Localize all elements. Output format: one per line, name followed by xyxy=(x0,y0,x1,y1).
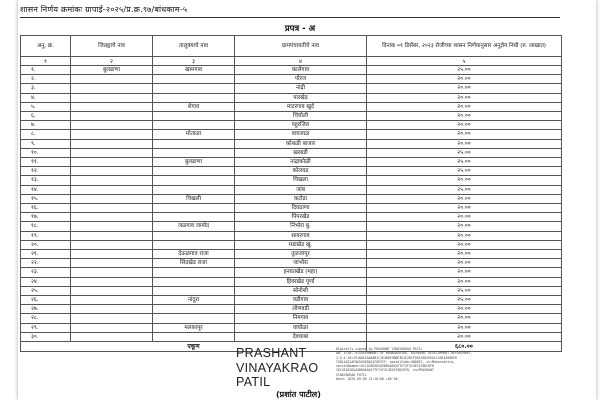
row-district xyxy=(71,112,153,121)
allocation-table xyxy=(20,35,562,352)
table-row xyxy=(21,231,562,240)
row-village: जांभोरा xyxy=(235,259,367,268)
row-village: चिखला xyxy=(235,176,367,185)
row-village: पिंपरखेड xyxy=(235,213,367,222)
row-village: पहुरजिरा xyxy=(235,121,367,130)
table-row xyxy=(21,148,562,157)
row-serial: १७. xyxy=(21,213,71,222)
table-row xyxy=(21,268,562,277)
table-row xyxy=(21,332,562,341)
table-row xyxy=(21,102,562,111)
row-amount: २०.०० xyxy=(367,121,562,130)
row-serial: ९. xyxy=(21,139,71,148)
signatory-name-line1: PRASHANT xyxy=(236,346,307,360)
row-taluka: मलकापूर xyxy=(153,323,235,332)
row-amount: २०.०० xyxy=(367,176,562,185)
column-number: २ xyxy=(71,57,153,66)
row-village: पोरज xyxy=(235,75,367,84)
table-row xyxy=(21,158,562,167)
row-district xyxy=(71,277,153,286)
row-village: नांद्री xyxy=(235,84,367,93)
table-row xyxy=(21,213,562,222)
table-row xyxy=(21,176,562,185)
row-amount: २०.०० xyxy=(367,332,562,341)
row-amount: २५.०० xyxy=(367,185,562,194)
row-amount: २५.०० xyxy=(367,66,562,75)
row-serial: २४. xyxy=(21,277,71,286)
row-district xyxy=(71,84,153,93)
row-village: वाघजाळ xyxy=(235,130,367,139)
row-serial: १४. xyxy=(21,185,71,194)
row-district xyxy=(71,323,153,332)
row-village: हनवतखेड (महा) xyxy=(235,268,367,277)
row-taluka xyxy=(153,139,235,148)
row-district xyxy=(71,332,153,341)
row-taluka xyxy=(153,148,235,157)
row-amount: २०.०० xyxy=(367,259,562,268)
table-row xyxy=(21,204,562,213)
row-amount: २०.०० xyxy=(367,102,562,111)
row-taluka: खामगाव xyxy=(153,66,235,75)
table-row xyxy=(21,130,562,139)
total-amount: ६८०.०० xyxy=(367,342,562,352)
row-serial: २१. xyxy=(21,250,71,259)
row-taluka: बुलढाणा xyxy=(153,158,235,167)
row-amount: २५.०० xyxy=(367,296,562,305)
row-serial: १८. xyxy=(21,222,71,231)
header-village: ग्रामपंचायतीचे नाव xyxy=(235,36,367,57)
row-taluka: मोताळा xyxy=(153,130,235,139)
row-serial: १५. xyxy=(21,194,71,203)
row-amount: २०.०० xyxy=(367,268,562,277)
row-serial: २२. xyxy=(21,259,71,268)
row-taluka xyxy=(153,213,235,222)
total-label: एकूण xyxy=(21,342,367,352)
row-village: लोणवडी xyxy=(235,305,367,314)
row-district xyxy=(71,222,153,231)
row-village: खरबडी xyxy=(235,148,367,157)
row-serial: ३०. xyxy=(21,332,71,341)
row-taluka: चिखली xyxy=(153,194,235,203)
row-serial: २७. xyxy=(21,305,71,314)
table-row xyxy=(21,296,562,305)
row-village: मडाखेड खु. xyxy=(235,240,367,249)
table-row xyxy=(21,112,562,121)
row-serial: १६. xyxy=(21,204,71,213)
table-row xyxy=(21,93,562,102)
row-district xyxy=(71,268,153,277)
row-taluka xyxy=(153,268,235,277)
row-village: नांद्राकोळी xyxy=(235,158,367,167)
table-row xyxy=(21,121,562,130)
table-row xyxy=(21,250,562,259)
row-amount: २०.०० xyxy=(367,84,562,93)
row-district xyxy=(71,286,153,295)
row-taluka: नांदुरा xyxy=(153,296,235,305)
row-taluka xyxy=(153,167,235,176)
row-amount: २०.०० xyxy=(367,231,562,240)
row-serial: ३. xyxy=(21,84,71,93)
row-amount: २०.०० xyxy=(367,130,562,139)
row-serial: ११. xyxy=(21,158,71,167)
row-taluka xyxy=(153,314,235,323)
column-number: ३ xyxy=(153,57,235,66)
row-district xyxy=(71,75,153,84)
row-taluka: शेगाव xyxy=(153,102,235,111)
row-village: तुळजापूर xyxy=(235,250,367,259)
row-serial: १९. xyxy=(21,231,71,240)
row-amount: २०.०० xyxy=(367,93,562,102)
row-amount: २०.०० xyxy=(367,139,562,148)
row-village: निमगाव xyxy=(235,314,367,323)
row-taluka xyxy=(153,185,235,194)
row-amount: २०.०० xyxy=(367,112,562,121)
row-amount: २०.०० xyxy=(367,277,562,286)
row-amount: २०.०० xyxy=(367,75,562,84)
row-district xyxy=(71,314,153,323)
row-serial: २५. xyxy=(21,286,71,295)
row-village: पारखेड xyxy=(235,93,367,102)
row-district xyxy=(71,185,153,194)
row-taluka xyxy=(153,332,235,341)
row-district xyxy=(71,194,153,203)
row-taluka xyxy=(153,286,235,295)
row-district xyxy=(71,296,153,305)
row-serial: २३. xyxy=(21,268,71,277)
table-row xyxy=(21,277,562,286)
row-district xyxy=(71,167,153,176)
header-divider xyxy=(20,17,560,18)
row-taluka xyxy=(153,305,235,314)
row-taluka xyxy=(153,93,235,102)
row-district xyxy=(71,148,153,157)
signatory-role: (प्रशांत पाटील) xyxy=(276,390,321,399)
digital-signature-details: Digitally signed by PRASHANT VINAYAKRAO PATIL DN: c=IN, o=GOVERNMENT OF MAHARASHTRA, ou=RURAL DEVELOPMENT DEPARTMENT, 2.5.4.20=2918AE4A6A8B1C1E4D0F9B0E3D1E2B1F5B1F0D2E6A1C45B1A9D0F6 C5D14A22AF8A5A5E8A51F6E57F, postalCode=400032, st=Maharashtra, serialNumber=91C4C8D2D5A5B8A6A61F7E72F3C4E51F0DC6F8 C6C4E1D2D5A5B8A6A61F7E72F3C4E51F0DC6F8, cn=PRASHANT VINAYAKRAO PATIL Date: 2025.09.09 12:28:06 +05'30' xyxy=(336,347,473,382)
row-village: वडीगाव xyxy=(235,296,367,305)
row-amount: २५.०० xyxy=(367,158,562,167)
column-number: ४ xyxy=(235,57,367,66)
row-district xyxy=(71,176,153,185)
row-village: सावरगाव xyxy=(235,231,367,240)
row-serial: २०. xyxy=(21,240,71,249)
header-district: जिल्ह्याचे नाव xyxy=(71,36,153,57)
row-taluka xyxy=(153,75,235,84)
row-district xyxy=(71,121,153,130)
row-amount: २५.०० xyxy=(367,167,562,176)
row-taluka: देऊळगाव राजा xyxy=(153,250,235,259)
row-district xyxy=(71,240,153,249)
row-village: कालेगाव xyxy=(235,66,367,75)
table-row xyxy=(21,167,562,176)
row-amount: २०.०० xyxy=(367,222,562,231)
row-taluka xyxy=(153,112,235,121)
row-serial: १. xyxy=(21,66,71,75)
table-row xyxy=(21,194,562,203)
signatory-name-line3: PATIL xyxy=(236,375,271,389)
header-taluka: तालुक्याचे नाव xyxy=(153,36,235,57)
row-serial: २८. xyxy=(21,314,71,323)
row-amount: २०.०० xyxy=(367,305,562,314)
row-serial: १२. xyxy=(21,167,71,176)
row-village: देवधाबा xyxy=(235,332,367,341)
row-district xyxy=(71,250,153,259)
column-number: १ xyxy=(21,57,71,66)
header-sr: अनु. क्र. xyxy=(21,36,71,57)
row-serial: २. xyxy=(21,75,71,84)
table-row xyxy=(21,240,562,249)
row-amount: २०.०० xyxy=(367,323,562,332)
row-serial: ७. xyxy=(21,121,71,130)
row-serial: २६. xyxy=(21,296,71,305)
table-header-row xyxy=(21,36,562,57)
signatory-name-line2: VINAYAKRAO xyxy=(236,360,319,375)
row-district: बुलढाणा xyxy=(71,66,153,75)
table-row xyxy=(21,286,562,295)
column-number-row xyxy=(21,57,562,66)
row-taluka: जळगाव जामोद xyxy=(153,222,235,231)
row-village: हिवरखेड पूर्णा xyxy=(235,277,367,286)
header-amount: दिनांक ०१ डिसेंबर, २०२३ रोजीच्या शासन निर्णयानुसार अनुज्ञेय निधी (रु. लाखात) xyxy=(367,36,562,57)
row-amount: २०.०० xyxy=(367,250,562,259)
row-district xyxy=(71,158,153,167)
row-amount: २०.०० xyxy=(367,213,562,222)
row-serial: १०. xyxy=(21,148,71,157)
table-row xyxy=(21,222,562,231)
row-amount: २५.०० xyxy=(367,286,562,295)
row-taluka xyxy=(153,277,235,286)
row-village: कोथळी बाजार xyxy=(235,139,367,148)
row-district xyxy=(71,231,153,240)
row-serial: ५. xyxy=(21,102,71,111)
row-amount: २५.०० xyxy=(367,148,562,157)
row-serial: २९. xyxy=(21,323,71,332)
table-body xyxy=(21,66,562,342)
row-taluka xyxy=(153,231,235,240)
row-taluka xyxy=(153,84,235,93)
row-taluka xyxy=(153,121,235,130)
table-row xyxy=(21,84,562,93)
table-row xyxy=(21,259,562,268)
row-amount: २०.०० xyxy=(367,194,562,203)
table-row xyxy=(21,66,562,75)
row-village: माटरगाव खुर्द xyxy=(235,102,367,111)
signatory-name xyxy=(236,346,318,390)
row-village: दिवठाणा xyxy=(235,204,367,213)
row-amount: २०.०० xyxy=(367,240,562,249)
row-serial: ४. xyxy=(21,93,71,102)
table-row xyxy=(21,75,562,84)
row-taluka xyxy=(153,240,235,249)
row-district xyxy=(71,130,153,139)
row-taluka xyxy=(153,176,235,185)
row-district xyxy=(71,204,153,213)
row-village: वाघोळा xyxy=(235,323,367,332)
table-row xyxy=(21,314,562,323)
row-district xyxy=(71,93,153,102)
row-serial: ८. xyxy=(21,130,71,139)
gr-number-header: शासन निर्णय क्रमांकः ग्रापाई-२०२५/प्र.क्र.९७/बांधकाम-५ xyxy=(20,5,188,14)
row-village: कोलवड xyxy=(235,167,367,176)
row-village: चिंचोली xyxy=(235,112,367,121)
row-district xyxy=(71,213,153,222)
row-district xyxy=(71,305,153,314)
row-amount: २०.०० xyxy=(367,314,562,323)
column-number: ५ xyxy=(367,57,562,66)
row-village: कटोडा xyxy=(235,194,367,203)
row-village: निंभोरा बु. xyxy=(235,222,367,231)
row-district xyxy=(71,102,153,111)
row-district xyxy=(71,139,153,148)
row-taluka: सिंदखेड राजा xyxy=(153,259,235,268)
table-row xyxy=(21,323,562,332)
row-serial: ६. xyxy=(21,112,71,121)
row-serial: १३. xyxy=(21,176,71,185)
row-district xyxy=(71,259,153,268)
table-row xyxy=(21,185,562,194)
row-taluka xyxy=(153,204,235,213)
row-village: जांब xyxy=(235,185,367,194)
row-village: सोनोशी xyxy=(235,286,367,295)
table-row xyxy=(21,139,562,148)
row-amount: २०.०० xyxy=(367,204,562,213)
annexure-title: प्रपत्र - अ xyxy=(284,24,316,34)
table-row xyxy=(21,305,562,314)
